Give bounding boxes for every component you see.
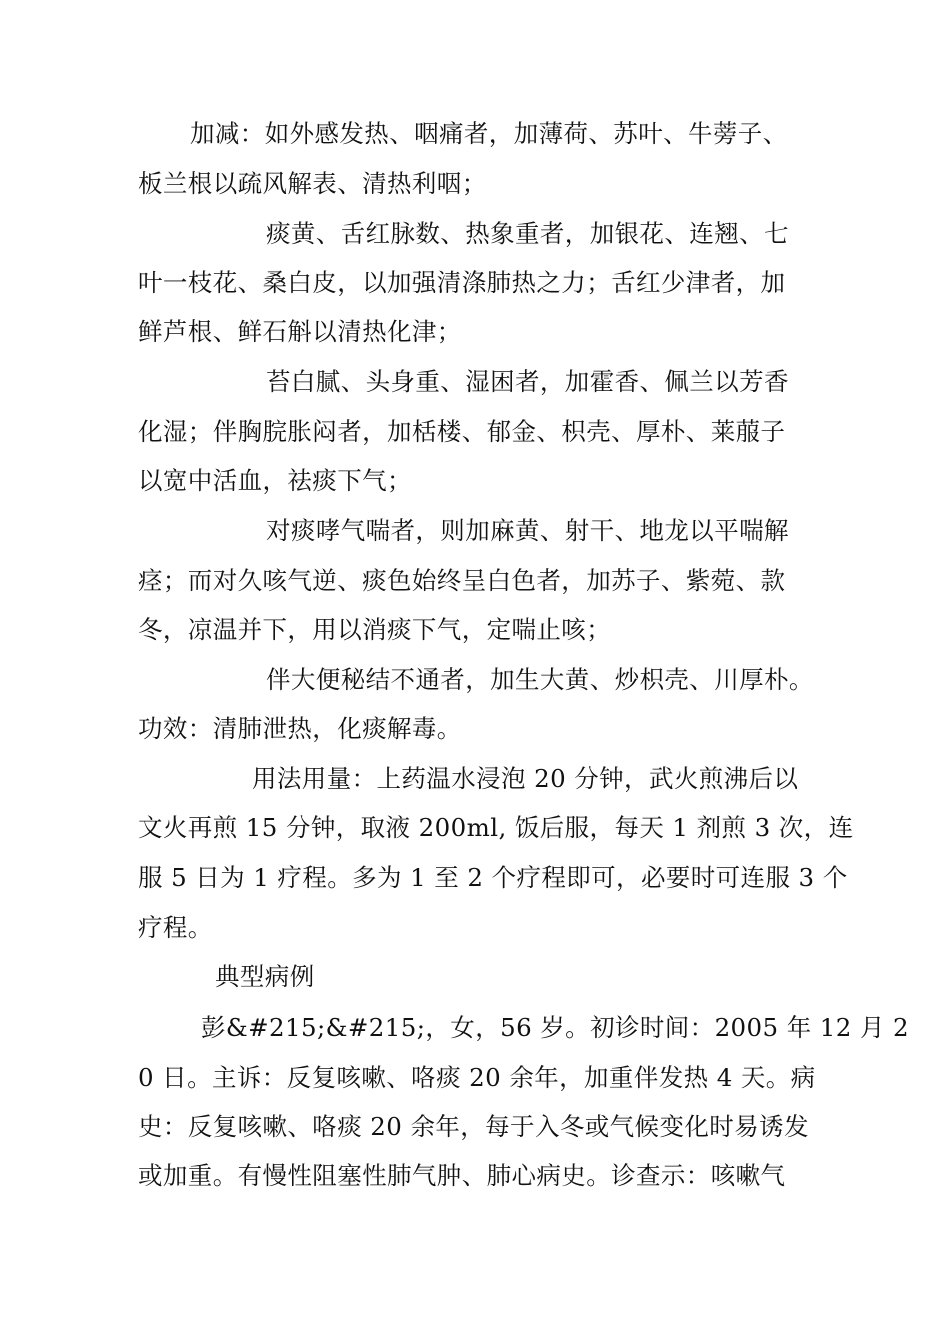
text-line: 叶一枝花、桑白皮，以加强清涤肺热之力；舌红少津者，加 — [138, 268, 786, 297]
text-line: 痰黄、舌红脉数、热象重者，加银花、连翘、七 — [266, 219, 789, 248]
section-heading: 典型病例 — [215, 962, 315, 991]
text-line: 文火再煎 15 分钟，取液 200ml, 饭后服，每天 1 剂煎 3 次，连 — [138, 813, 854, 842]
text-line: 伴大便秘结不通者，加生大黄、炒枳壳、川厚朴。 — [266, 665, 814, 694]
text-line: 疗程。 — [138, 913, 213, 942]
text-line: 化湿；伴胸脘胀闷者，加栝楼、郁金、枳壳、厚朴、莱菔子 — [138, 417, 786, 446]
text-line: 鲜芦根、鲜石斛以清热化津； — [138, 317, 462, 346]
text-line: 彭&#215;&#215;，女，56 岁。初诊时间：2005 年 12 月 2 — [201, 1013, 910, 1042]
text-line: 对痰哮气喘者，则加麻黄、射干、地龙以平喘解 — [266, 516, 789, 545]
text-line: 痉；而对久咳气逆、痰色始终呈白色者，加苏子、紫菀、款 — [138, 566, 786, 595]
text-line: 功效：清肺泄热，化痰解毒。 — [138, 714, 462, 743]
text-line: 苔白腻、头身重、湿困者，加霍香、佩兰以芳香 — [266, 367, 789, 396]
text-line: 以宽中活血，祛痰下气； — [138, 466, 412, 495]
text-line: 0 日。主诉：反复咳嗽、咯痰 20 余年，加重伴发热 4 天。病 — [138, 1063, 816, 1092]
text-line: 服 5 日为 1 疗程。多为 1 至 2 个疗程即可，必要时可连服 3 个 — [138, 863, 848, 892]
text-line: 加减：如外感发热、咽痛者，加薄荷、苏叶、牛蒡子、 — [190, 119, 788, 148]
text-line: 史：反复咳嗽、咯痰 20 余年，每于入冬或气候变化时易诱发 — [138, 1112, 809, 1141]
text-line: 板兰根以疏风解表、清热利咽； — [138, 169, 487, 198]
text-line: 用法用量：上药温水浸泡 20 分钟，武火煎沸后以 — [252, 764, 799, 793]
text-line: 或加重。有慢性阻塞性肺气肿、肺心病史。诊查示：咳嗽气 — [138, 1161, 786, 1190]
text-line: 冬，凉温并下，用以消痰下气，定喘止咳； — [138, 615, 612, 644]
